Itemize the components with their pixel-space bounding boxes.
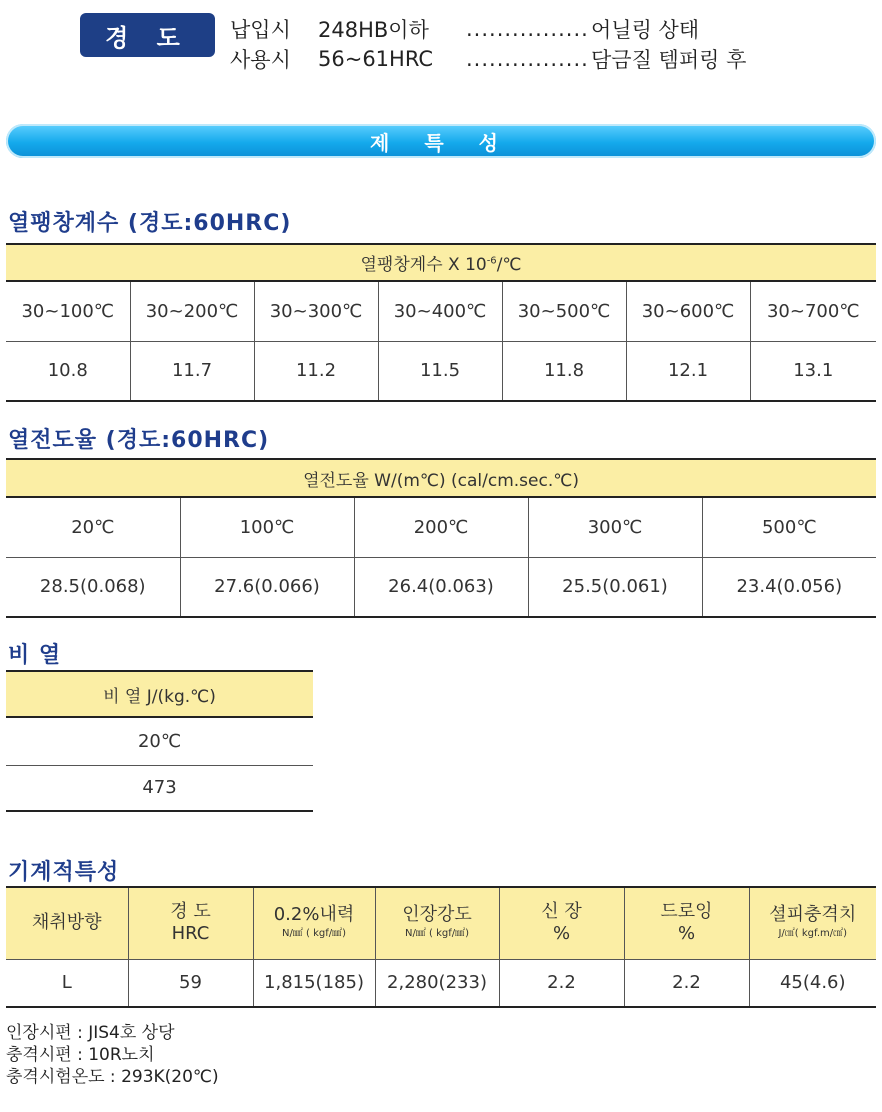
conductivity-header: 열전도율 W/(m℃) (cal/cm.sec.℃)	[6, 459, 876, 497]
value-cell: 12.1	[626, 341, 750, 401]
table-row	[6, 765, 313, 811]
hardness-state: 어닐링 상태	[591, 18, 700, 42]
value-cell: 2.2	[499, 959, 624, 1007]
value-cell: 1,815(185)	[253, 959, 375, 1007]
value-cell: 13.1	[750, 341, 876, 401]
temp-cell: 200℃	[354, 497, 528, 557]
header-direction: 채취방향	[6, 887, 128, 959]
temp-cell: 100℃	[180, 497, 354, 557]
table-row	[6, 341, 876, 401]
value-cell: 2.2	[624, 959, 749, 1007]
header-impact: 셜피충격치 J/㎠( kgf.m/㎠)	[749, 887, 876, 959]
leader-dots: ................	[466, 17, 589, 41]
conductivity-title: 열전도율 (경도:60HRC)	[8, 428, 270, 453]
hardness-info	[230, 14, 746, 74]
value-cell: 59	[128, 959, 253, 1007]
table-header-row	[6, 459, 876, 497]
value-cell: 11.5	[378, 341, 502, 401]
hardness-state: 담금질 템퍼링 후	[591, 48, 747, 72]
thermal-expansion-title: 열팽창계수 (경도:60HRC)	[8, 211, 292, 236]
temp-cell: 20℃	[6, 717, 313, 765]
thermal-expansion-header: 열팽창계수 X $10^{-6}/℃$	[6, 244, 876, 281]
thermal-expansion-table	[6, 243, 876, 402]
temp-cell: 500℃	[702, 497, 876, 557]
specific-heat-title: 비 열	[8, 643, 62, 668]
conductivity-table	[6, 458, 876, 618]
table-row	[6, 281, 876, 341]
table-row	[6, 717, 313, 765]
hardness-line-use	[230, 44, 746, 74]
range-cell: 30~200℃	[130, 281, 254, 341]
table-header-row	[6, 887, 876, 959]
table-row	[6, 557, 876, 617]
specific-heat-table	[6, 670, 313, 812]
hardness-label: 사용시	[230, 48, 291, 72]
value-cell: 23.4(0.056)	[702, 557, 876, 617]
value-cell: 28.5(0.068)	[6, 557, 180, 617]
value-cell: 45(4.6)	[749, 959, 876, 1007]
mechanical-title: 기계적특성	[8, 860, 120, 885]
note-line: 충격시편 : 10R노치	[6, 1045, 155, 1065]
value-cell: 27.6(0.066)	[180, 557, 354, 617]
range-cell: 30~400℃	[378, 281, 502, 341]
properties-banner: 제 특 성	[6, 124, 876, 158]
range-cell: 30~300℃	[254, 281, 378, 341]
range-cell: 30~600℃	[626, 281, 750, 341]
temp-cell: 20℃	[6, 497, 180, 557]
value-cell: 26.4(0.063)	[354, 557, 528, 617]
value-cell: 473	[6, 765, 313, 811]
range-cell: 30~100℃	[6, 281, 130, 341]
specific-heat-header: 비 열 J/(kg.℃)	[6, 671, 313, 717]
note-line: 충격시험온도 : 293K(20℃)	[6, 1067, 219, 1087]
table-row	[6, 497, 876, 557]
hardness-line-delivery	[230, 14, 746, 44]
mechanical-table	[6, 886, 876, 1008]
hardness-label: 납입시	[230, 18, 291, 42]
range-cell: 30~700℃	[750, 281, 876, 341]
table-header-row	[6, 244, 876, 281]
hardness-value: 248HB이하	[318, 18, 429, 42]
header-hardness: 경 도 HRC	[128, 887, 253, 959]
value-cell: 11.7	[130, 341, 254, 401]
value-cell: 2,280(233)	[375, 959, 499, 1007]
table-header-row	[6, 671, 313, 717]
hardness-badge: 경 도	[80, 13, 215, 57]
header-reduction: 드로잉 %	[624, 887, 749, 959]
header-tensile: 인장강도 N/㎟ ( kgf/㎟)	[375, 887, 499, 959]
header-elongation: 신 장 %	[499, 887, 624, 959]
range-cell: 30~500℃	[502, 281, 626, 341]
value-cell: 10.8	[6, 341, 130, 401]
leader-dots: ................	[466, 47, 589, 71]
header-yield: 0.2%내력 N/㎟ ( kgf/㎟)	[253, 887, 375, 959]
hardness-value: 56~61HRC	[318, 47, 434, 71]
value-cell: L	[6, 959, 128, 1007]
value-cell: 11.2	[254, 341, 378, 401]
note-line: 인장시편 : JIS4호 상당	[6, 1023, 175, 1043]
test-notes	[6, 1022, 219, 1088]
temp-cell: 300℃	[528, 497, 702, 557]
value-cell: 25.5(0.061)	[528, 557, 702, 617]
value-cell: 11.8	[502, 341, 626, 401]
table-row	[6, 959, 876, 1007]
